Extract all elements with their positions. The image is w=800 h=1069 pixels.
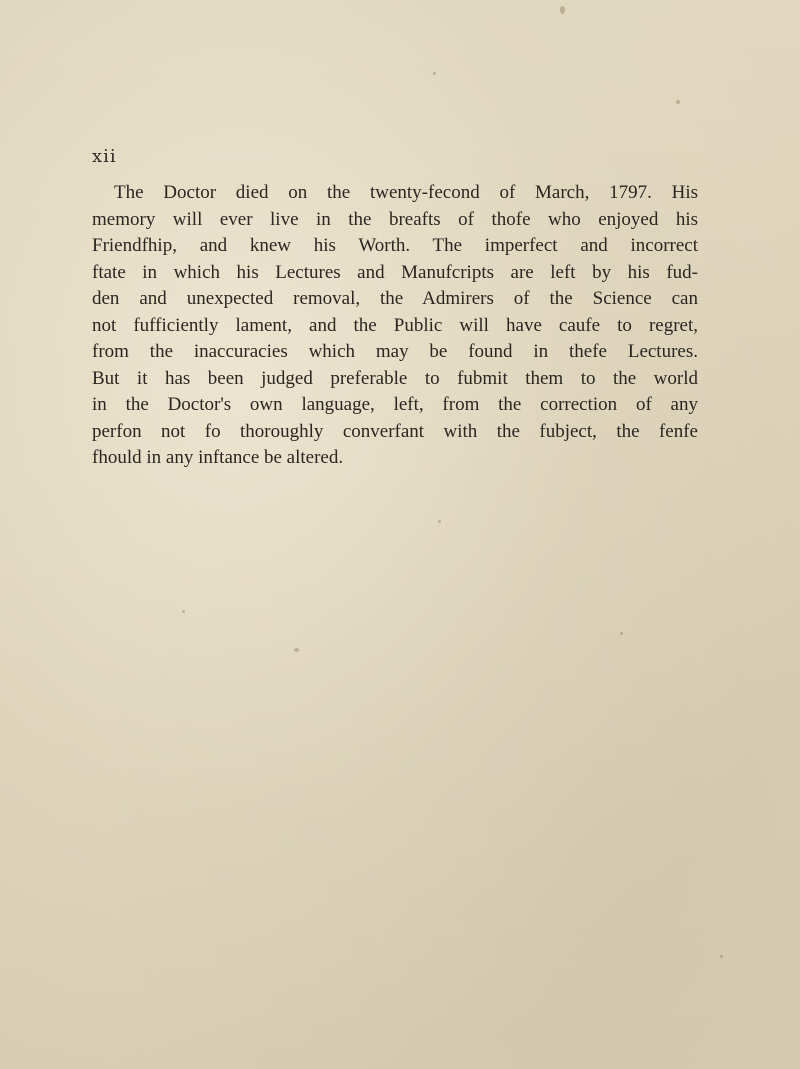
- paper-speck: [294, 648, 299, 652]
- paper-speck: [433, 72, 436, 75]
- text-line: den and unexpected removal, the Admirers of the Science can: [92, 288, 698, 309]
- paper-speck: [676, 100, 680, 104]
- text-line: not fufficiently lament, and the Public will have caufe to regret,: [92, 314, 698, 336]
- paper-speck: [620, 632, 623, 635]
- text-line: But it has been judged preferable to fubmit them to the world: [92, 367, 698, 389]
- text-line: ftate in which his Lectures and Manufcripts are left by his fud-: [92, 261, 698, 283]
- body-paragraph: [92, 180, 698, 472]
- page-number: xii: [92, 146, 117, 167]
- text-line: fhould in any inftance be altered.: [92, 447, 344, 468]
- paper-speck: [182, 610, 185, 613]
- text-line: from the inaccuracies which may be found in thefe Lectures.: [92, 341, 698, 362]
- text-line: Friendfhip, and knew his Worth. The imperfect and incorrect: [92, 235, 698, 256]
- text-line: The Doctor died on the twenty-fecond of March, 1797. His: [114, 182, 698, 203]
- text-line: memory will ever live in the breafts of thofe who enjoyed his: [92, 208, 698, 230]
- text-line: perfon not fo thoroughly converfant with the fubject, the fenfe: [92, 420, 698, 442]
- text-line: in the Doctor's own language, left, from the correction of any: [92, 394, 698, 415]
- corner-mark: [560, 6, 565, 14]
- paper-speck: [438, 520, 441, 523]
- paper-speck: [720, 955, 723, 958]
